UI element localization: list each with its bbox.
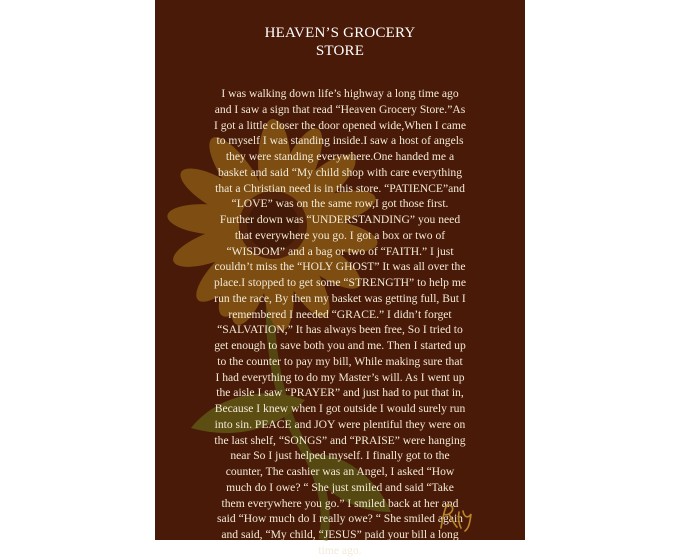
poem-line: I was walking down life’s highway a long time ago: [221, 87, 459, 100]
poem-line: they were standing everywhere.One handed me a: [225, 150, 455, 163]
title-line-1: HEAVEN’S GROCERY: [264, 25, 416, 41]
poem-line: “SALVATION,” It has always been free, So I tried to: [217, 323, 463, 337]
poem-line: to myself I was standing inside.I saw a host of angels: [216, 134, 464, 148]
poem-line: near So I just helped myself. I finally got to the: [230, 449, 450, 463]
poem-title: [155, 24, 525, 60]
title-line-2: STORE: [315, 43, 365, 59]
poem-line: I got a little closer the door opened wide,When I came: [213, 118, 467, 132]
poem-line: the aisle I saw “PRAYER” and just had to put that in,: [216, 386, 464, 400]
poem-line: get enough to save both you and me. Then I started up: [214, 339, 466, 352]
poem-line: the last shelf, “SONGS” and “PRAISE” were hanging: [214, 433, 466, 447]
poem-line: run the race, By then my basket was getting full, But I: [214, 291, 466, 305]
poem-line: I had everything to do my Master’s will. As I went up: [215, 370, 465, 384]
poem-body: [155, 86, 525, 559]
poem-line: that a Christian need is in this store. “PATIENCE”and: [215, 181, 465, 195]
poem-line: to the counter to pay my bill, While making sure that: [217, 354, 463, 368]
poem-line: them everywhere you go.” I smiled back at her and: [221, 496, 459, 510]
poem-line: and I saw a sign that read “Heaven Grocery Store.”As: [214, 102, 466, 116]
poem-line: “WISDOM” and a bag or two of “FAITH.” I just: [226, 244, 454, 258]
poem-line: Further down was “UNDERSTANDING” you need: [219, 213, 461, 226]
poem-line: couldn’t miss the “HOLY GHOST” It was all over the: [214, 260, 466, 274]
poem-line: much do I owe? “ She just smiled and said “Take: [226, 480, 454, 494]
poem-line: into sin. PEACE and JOY were plentiful they were on: [214, 417, 466, 431]
poem-line: Because I knew when I got outside I would surely run: [214, 402, 466, 415]
poem-line: time ago.: [318, 543, 362, 557]
poem-line: counter, The cashier was an Angel, I asked “How: [225, 465, 455, 478]
poem-line: place.I stopped to get some “STRENGTH” to help me: [213, 276, 467, 289]
signature-icon: [437, 502, 477, 532]
poem-line: that everywhere you go. I got a box or two of: [234, 228, 446, 242]
poem-line: said “How much do I really owe? “ She smiled again: [217, 512, 463, 526]
poem-line: “LOVE” was on the same row,I got those first.: [231, 197, 449, 211]
poem-line: and said, “My child, “JESUS” paid your bill a long: [221, 528, 459, 541]
poem-poster: [155, 0, 525, 557]
poem-line: basket and said “My child shop with care everything: [217, 165, 463, 179]
poem-line: remembered I needed “GRACE.” I didn’t forget: [228, 307, 452, 321]
